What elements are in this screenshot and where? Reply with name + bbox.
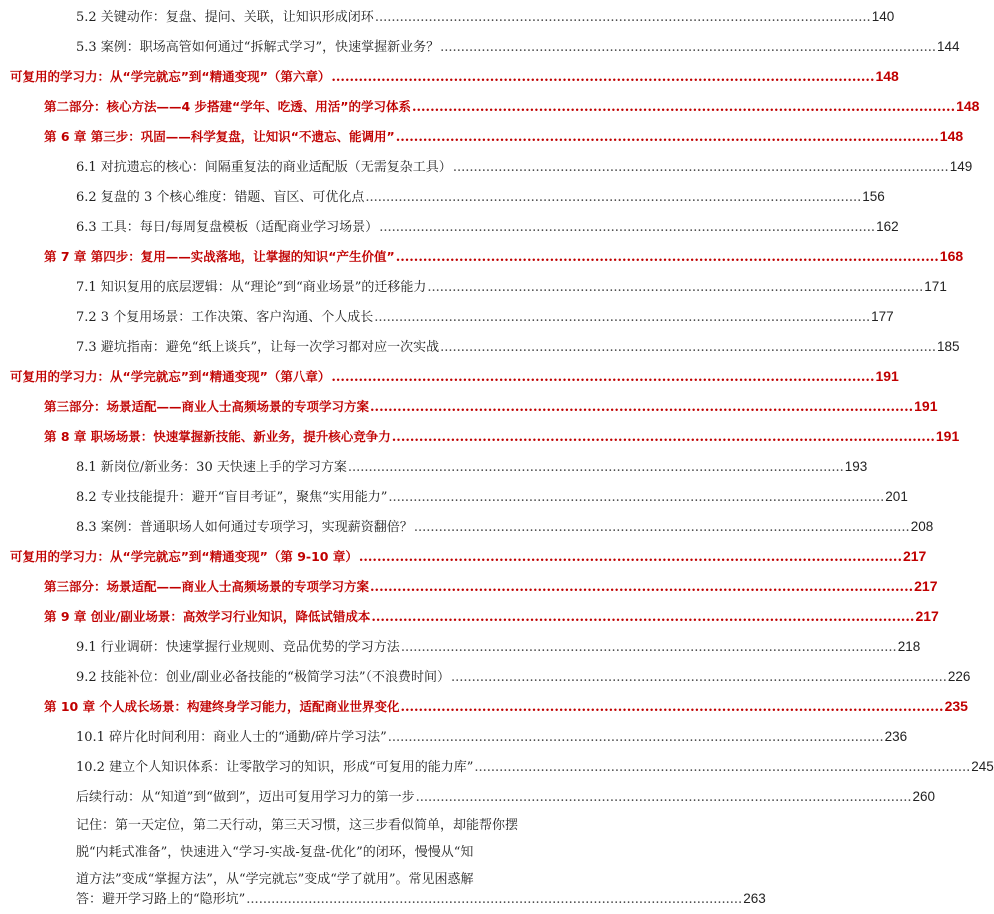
toc-section-heading[interactable] (44, 392, 938, 421)
toc-chapter-heading[interactable] (44, 692, 968, 721)
toc-entry-page: 218 (897, 639, 921, 654)
dot-leader: ........................................................................................................................ (427, 280, 924, 295)
toc-chapter-heading[interactable] (44, 122, 964, 151)
dot-leader: ........................................................................................................................ (400, 700, 944, 715)
dot-leader: ........................................................................................................................ (379, 220, 876, 235)
toc-entry[interactable] (76, 632, 921, 661)
dot-leader: ........................................................................................................................ (415, 790, 912, 805)
toc-entry-page: 245 (971, 759, 994, 774)
toc-entry-title: 5.3 案例：职场高管如何通过“拆解式学习”，快速掌握新业务？ (76, 40, 440, 55)
toc-entry-title: 可复用的学习力：从“学完就忘”到“精通变现”（第八章） (10, 369, 331, 384)
toc-entry-page: 148 (875, 68, 899, 84)
toc-entry-title: 第三部分：场景适配——商业人士高频场景的专项学习方案 (44, 579, 370, 594)
toc-entry-title: 7.3 避坑指南：避免“纸上谈兵”，让每一次学习都对应一次实战 (76, 340, 440, 355)
toc-entry[interactable] (76, 302, 894, 331)
toc-entry-title: 6.2 复盘的 3 个核心维度：错题、盲区、可优化点 (76, 190, 365, 205)
closing-line (76, 839, 570, 866)
dot-leader: ........................................................................................................................ (331, 370, 875, 385)
toc-chapter-heading[interactable] (44, 602, 939, 631)
toc-entry-page: 208 (910, 519, 934, 534)
toc-entry-page: 191 (914, 398, 938, 414)
toc-entry-title: 9.1 行业调研：快速掌握行业规则、竞品优势的学习方法 (76, 640, 400, 655)
toc-entry-title: 第三部分：场景适配——商业人士高频场景的专项学习方案 (44, 399, 370, 414)
dot-leader: ........................................................................................................................ (395, 250, 939, 265)
toc-entry-title: 第二部分：核心方法——4 步搭建“学年、吃透、用活”的学习体系 (44, 99, 411, 114)
dot-leader: ........................................................................................................................ (411, 100, 956, 115)
toc-entry-page: 168 (939, 248, 964, 264)
dot-leader: ........................................................................................................................ (331, 70, 875, 85)
toc-entry-title: 第 8 章 职场场景：快速掌握新技能、新业务，提升核心竞争力 (44, 429, 391, 444)
toc-entry-page: 191 (875, 368, 899, 384)
toc-entry-title: 第 7 章 第四步：复用——实战落地，让掌握的知识“产生价值” (44, 249, 395, 264)
toc-chapter-heading[interactable] (44, 422, 960, 451)
toc-entry-page: 177 (871, 309, 894, 324)
dot-leader: ........................................................................................................................ (365, 190, 862, 205)
toc-entry-page: 148 (956, 98, 980, 114)
toc-entry-page: 260 (912, 789, 936, 804)
closing-paragraph-entry[interactable] (76, 812, 570, 893)
toc-entry-page: 217 (914, 578, 938, 594)
toc-entry-title: 第 10 章 个人成长场景：构建终身学习能力，适配商业世界变化 (44, 699, 400, 714)
toc-entry-page: 263 (743, 891, 766, 906)
toc-chapter-heading[interactable] (44, 242, 964, 271)
toc-part-heading[interactable] (10, 542, 927, 571)
toc-entry-title: 6.3 工具：每日/每周复盘模板（适配商业学习场景） (76, 220, 379, 235)
toc-entry-title: 可复用的学习力：从“学完就忘”到“精通变现”（第 9-10 章） (10, 549, 358, 564)
toc-entry[interactable] (76, 332, 960, 361)
dot-leader: ........................................................................................................................ (440, 340, 936, 355)
toc-entry[interactable] (76, 722, 908, 751)
toc-entry[interactable] (76, 512, 934, 541)
toc-entry-page: 193 (844, 459, 868, 474)
toc-entry-page: 148 (939, 128, 964, 144)
toc-entry-title: 后续行动：从“知道”到“做到”，迈出可复用学习力的第一步 (76, 790, 415, 805)
toc-entry-title: 10.2 建立个人知识体系：让零散学习的知识，形成“可复用的能力库” (76, 760, 474, 775)
toc-entry-title: 8.3 案例：普通职场人如何通过专项学习，实现薪资翻倍？ (76, 520, 413, 535)
dot-leader: ........................................................................................................................ (440, 40, 936, 55)
toc-entry-page: 217 (902, 548, 927, 564)
toc-entry-title: 8.1 新岗位/新业务：30 天快速上手的学习方案 (76, 460, 347, 475)
dot-leader: ........................................................................................................................ (450, 670, 947, 685)
toc-entry-page: 226 (947, 669, 971, 684)
toc-entry[interactable] (76, 2, 895, 31)
dot-leader: ........................................................................................................................ (374, 10, 871, 25)
toc-entry-title: 5.2 关键动作：复盘、提问、关联，让知识形成闭环 (76, 10, 374, 25)
toc-entry-page: 156 (862, 189, 885, 204)
toc-entry-page: 144 (937, 39, 960, 54)
dot-leader: ........................................................................................................................ (388, 490, 885, 505)
toc-entry[interactable] (76, 752, 994, 781)
toc-section-heading[interactable] (44, 572, 938, 601)
toc-entry-page: 149 (949, 159, 973, 174)
dot-leader: ........................................................................................................................ (395, 130, 939, 145)
toc-entry[interactable] (76, 182, 885, 211)
dot-leader: ........................................................................................................................ (246, 892, 743, 907)
toc-part-heading[interactable] (10, 62, 899, 91)
toc-entry-page: 201 (885, 489, 908, 504)
dot-leader: ........................................................................................................................ (474, 760, 971, 775)
toc-entry[interactable] (76, 212, 899, 241)
toc-section-heading[interactable] (44, 92, 980, 121)
dot-leader: ........................................................................................................................ (370, 580, 914, 595)
toc-entry-title: 10.1 碎片化时间利用：商业人士的“通勤/碎片学习法” (76, 730, 387, 745)
toc-entry[interactable] (76, 482, 908, 511)
closing-line-1: 记住：第一天定位，第二天行动，第三天习惯，这三步看似简单，却能帮你摆 (76, 818, 519, 833)
dot-leader: ........................................................................................................................ (452, 160, 949, 175)
toc-entry-title: 第 6 章 第三步：巩固——科学复盘，让知识“不遗忘、能调用” (44, 129, 395, 144)
toc-entry-page: 217 (915, 608, 939, 624)
closing-line-4: 答：避开学习路上的“隐形坑” (76, 892, 246, 907)
toc-entry[interactable] (76, 782, 936, 811)
dot-leader: ........................................................................................................................ (391, 430, 935, 445)
toc-entry-page: 236 (884, 729, 908, 744)
dot-leader: ........................................................................................................................ (358, 550, 902, 565)
toc-entry-title: 6.1 对抗遗忘的核心：间隔重复法的商业适配版（无需复杂工具） (76, 160, 452, 175)
toc-entry-page: 162 (876, 219, 899, 234)
closing-line-2: 脱“内耗式准备”，快速进入“学习-实战-复盘-优化”的闭环，慢慢从“知 (76, 845, 474, 860)
toc-entry[interactable] (76, 452, 868, 481)
toc-entry[interactable] (76, 272, 947, 301)
toc-entry[interactable] (76, 662, 971, 691)
dot-leader: ........................................................................................................................ (413, 520, 910, 535)
toc-entry-page: 191 (935, 428, 960, 444)
closing-line-3: 道方法”变成“掌握方法”，从“学完就忘”变成“学了就用”。常见困惑解 (76, 872, 474, 887)
toc-part-heading[interactable] (10, 362, 899, 391)
toc-entry-page: 171 (924, 279, 947, 294)
dot-leader: ........................................................................................................................ (347, 460, 844, 475)
dot-leader: ........................................................................................................................ (374, 310, 871, 325)
toc-entry-title: 可复用的学习力：从“学完就忘”到“精通变现”（第六章） (10, 69, 331, 84)
toc-entry-page: 185 (937, 339, 960, 354)
dot-leader: ........................................................................................................................ (370, 400, 914, 415)
dot-leader: ........................................................................................................................ (387, 730, 884, 745)
toc-entry-page: 140 (871, 9, 895, 24)
dot-leader: ........................................................................................................................ (371, 610, 915, 625)
closing-last-line[interactable] (76, 884, 766, 913)
toc-entry-title: 9.2 技能补位：创业/副业必备技能的“极简学习法”（不浪费时间） (76, 670, 450, 685)
toc-entry-title: 8.2 专业技能提升：避开“盲目考证”，聚焦“实用能力” (76, 490, 388, 505)
toc-entry[interactable] (76, 152, 973, 181)
dot-leader: ........................................................................................................................ (400, 640, 897, 655)
closing-line (76, 812, 570, 839)
toc-entry-page: 235 (944, 698, 968, 714)
toc-entry-title: 7.1 知识复用的底层逻辑：从“理论”到“商业场景”的迁移能力 (76, 280, 427, 295)
toc-entry-title: 第 9 章 创业/副业场景：高效学习行业知识，降低试错成本 (44, 609, 371, 624)
toc-entry[interactable] (76, 32, 960, 61)
toc-entry-title: 7.2 3 个复用场景：工作决策、客户沟通、个人成长 (76, 310, 374, 325)
